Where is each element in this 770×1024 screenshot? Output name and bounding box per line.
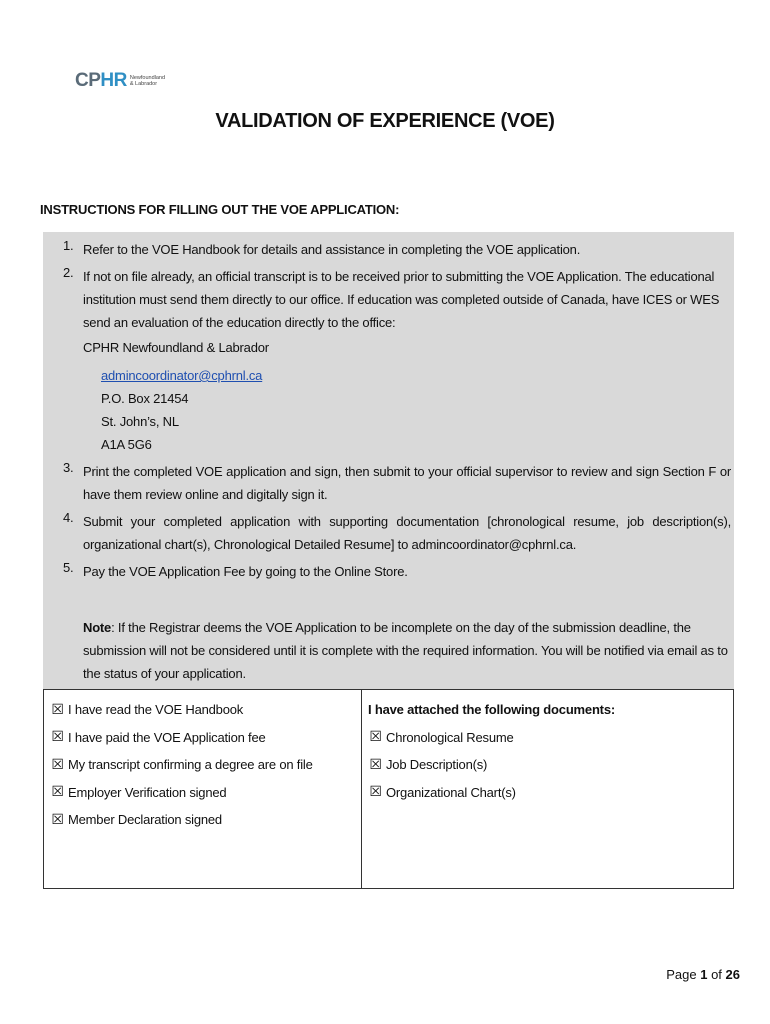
checklist-item-fee: ☒ I have paid the VOE Application fee	[51, 729, 266, 746]
checked-box-icon[interactable]: ☒	[369, 784, 382, 801]
checked-box-icon[interactable]: ☒	[51, 729, 64, 746]
checklist-item-employer-verification: ☒ Employer Verification signed	[51, 784, 227, 801]
checked-box-icon[interactable]: ☒	[51, 756, 64, 773]
attachment-item-resume: ☒ Chronological Resume	[369, 729, 514, 746]
requirements-column	[44, 690, 362, 888]
document-title: VALIDATION OF EXPERIENCE (VOE)	[215, 110, 555, 132]
instructions-heading: INSTRUCTIONS FOR FILLING OUT THE VOE APPLICATION:	[40, 202, 400, 217]
application-checklist	[43, 689, 734, 889]
checklist-item-member-declaration: ☒ Member Declaration signed	[51, 811, 222, 828]
attachment-item-job-description: ☒ Job Description(s)	[369, 756, 488, 773]
checked-box-icon[interactable]: ☒	[51, 701, 64, 718]
checklist-item-handbook: ☒ I have read the VOE Handbook	[51, 701, 244, 718]
instructions-panel: 1. Refer to the VOE Handbook for details and assistance in completing the VOE application. 2. If not on file already, an official transcript is to be received prior to submitting the VOE Application. The educational institution must send them directly to our office. If education was completed outside of Canada, have ICES or WES send an evaluation of the education directly to the office: CPHR Newfoundland & Labrador admincoordinator@cphrnl.ca P.O. Box 21454 St. John’s, NL A1A 5G6 3. Print the completed VOE application and sign, then submit to your official supervisor to review and sign Section F or have them review online and digitally sign it. 4. Submit your completed application with supporting documentation [chronological resume, job description(s), organizational chart(s), Chronological Detailed Resume] to admincoordinator@cphrnl.ca. 5. Pay the VOE Application Fee by going to the Online Store. Note: If the Registrar deems the VOE Application to be incomplete on the day of the submission deadline, the submission will not be considered until it is complete with the required information. You will be notified via email as to the status of your application.	[43, 232, 734, 690]
admin-email-link[interactable]: admincoordinator@cphrnl.ca	[101, 368, 263, 383]
cphr-logo	[75, 70, 165, 92]
page-number: Page 1 of 26	[666, 967, 740, 982]
attachment-item-org-chart: ☒ Organizational Chart(s)	[369, 784, 516, 801]
checked-box-icon[interactable]: ☒	[369, 756, 382, 773]
note-text: : If the Registrar deems the VOE Application to be incomplete on the day of the submission deadline, the submission will not be considered until it is complete with the required information. You will be notified via email as to the status of your application.	[83, 620, 728, 681]
note-label: Note	[83, 620, 112, 635]
submission-note	[83, 616, 728, 685]
address-city: St. John’s, NL	[101, 414, 179, 429]
address-organization: CPHR Newfoundland & Labrador	[83, 340, 269, 355]
logo-mark: CPHR	[75, 70, 127, 91]
address-postal-code: A1A 5G6	[101, 437, 152, 452]
logo-subtitle: Newfoundland & Labrador	[129, 74, 166, 87]
checklist-item-transcript: ☒ My transcript confirming a degree are on file	[51, 756, 313, 773]
address-po-box: P.O. Box 21454	[101, 391, 189, 406]
checked-box-icon[interactable]: ☒	[51, 784, 64, 801]
checked-box-icon[interactable]: ☒	[369, 729, 382, 746]
checked-box-icon[interactable]: ☒	[51, 811, 64, 828]
attachments-column	[362, 690, 733, 888]
attachments-heading: I have attached the following documents:	[368, 702, 615, 718]
